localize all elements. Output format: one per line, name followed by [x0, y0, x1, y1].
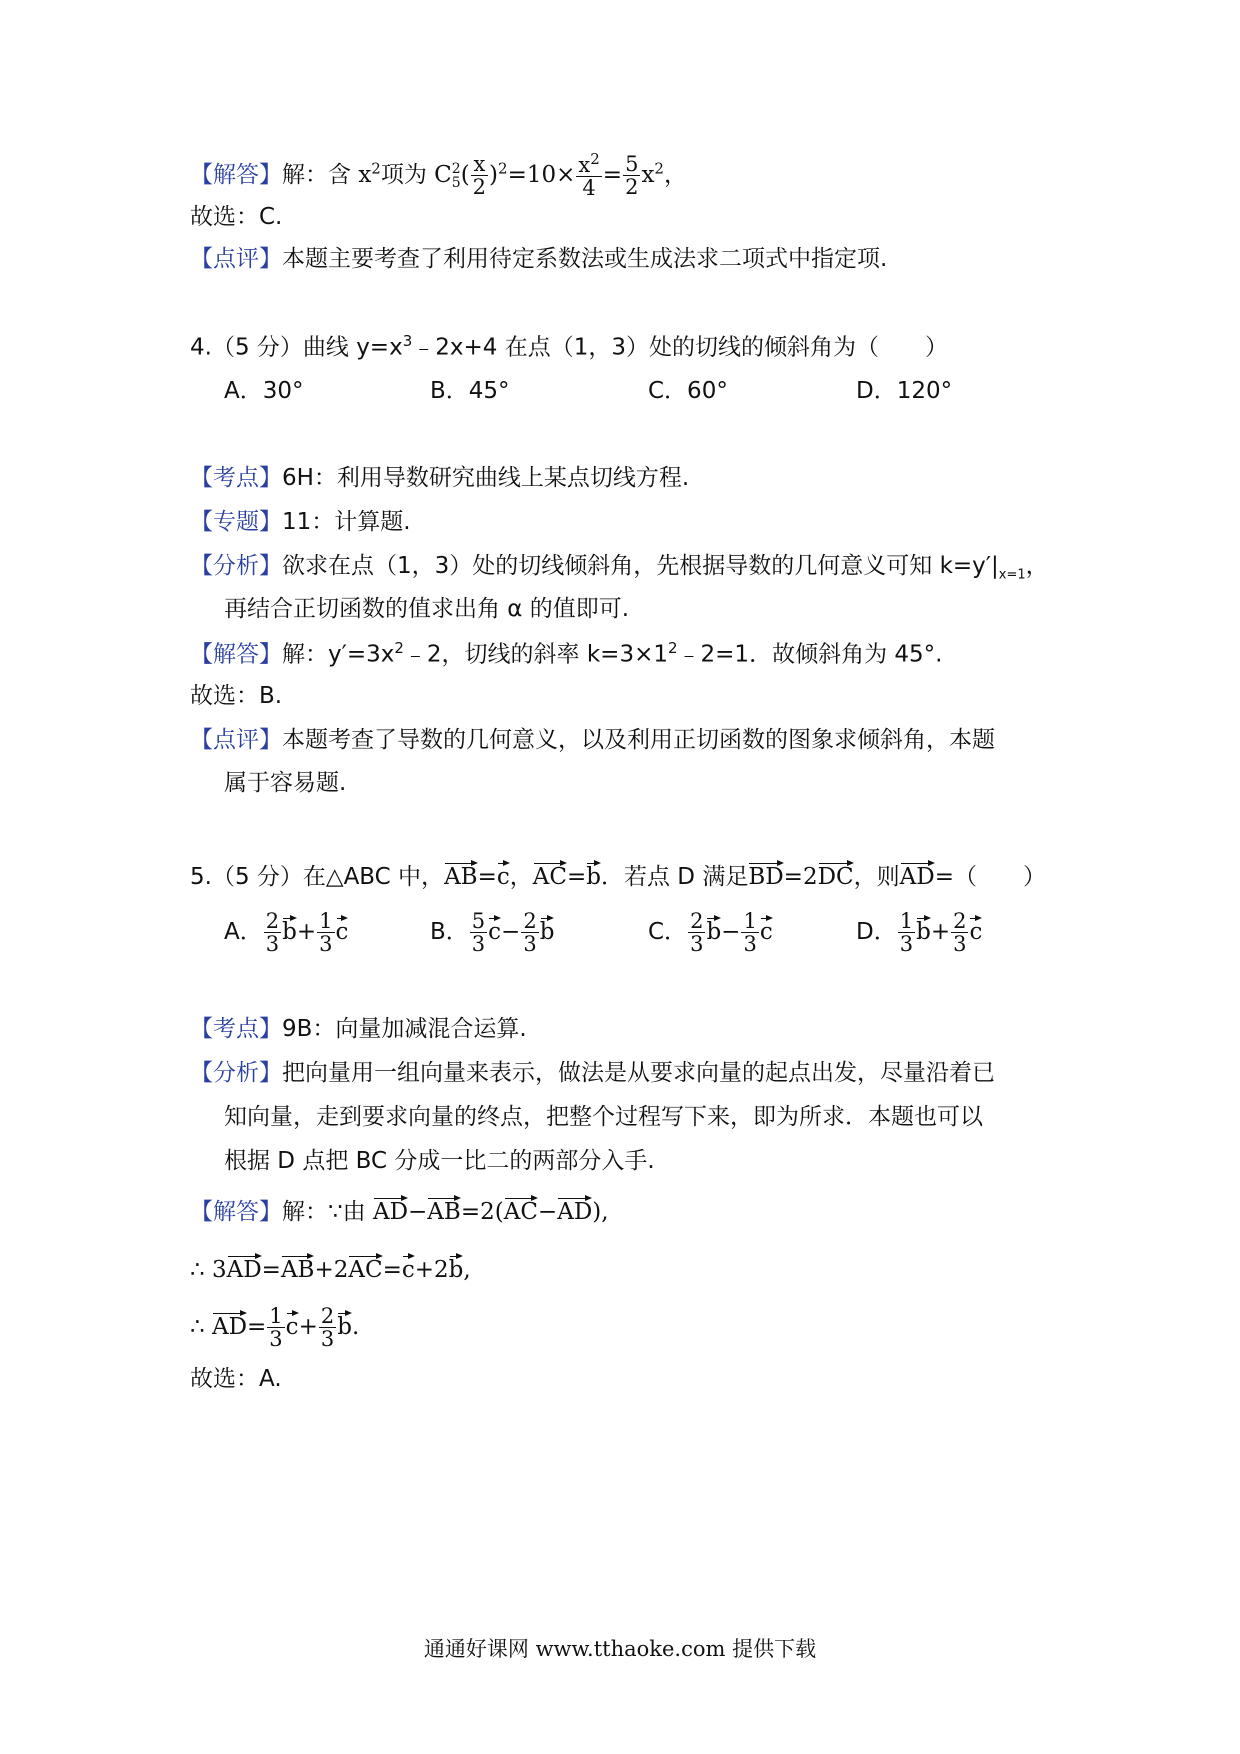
q4-option-b: B．45° — [430, 378, 510, 404]
q4-stem: 4.（5 分）曲线 $y=x^3﹣2x+4$ 在点（1，3）处的切线的倾斜角为（ ） — [190, 332, 948, 361]
q5-option-d: D． $\frac{1}{3}$ b+ $\frac{2}{3}$ c — [856, 909, 983, 957]
q4-choice: 故选：B. — [190, 683, 283, 709]
q4-kaodian: 【考点】6H：利用导数研究曲线上某点切线方程. — [190, 465, 690, 491]
q5-fenxi-cont1: 知向量，走到要求向量的终点，把整个过程写下来，即为所求．本题也可以 — [224, 1104, 983, 1130]
solution-tag: 【解答】 — [190, 162, 282, 189]
math-frac: $\frac{x^2}{4}$ — [578, 150, 600, 201]
q4-fenxi: 【分析】欲求在点（1，3）处的切线倾斜角，先根据导数的几何意义可知 $k=y'|_{x=1}$， — [190, 553, 1049, 583]
q4-jieda: 【解答】解：$y'=3x^2﹣2$，切线的斜率 $k=3\times 1^2﹣2=1$．故倾斜角为 45°. — [190, 639, 943, 668]
prev-solution-line: 【解答】解：含 $x^2$项为 C 2 5 ( $\frac{x}{2}$ )$^2$=10× $\frac{x^2}{4}$ = $\frac{5}{2}$ $x^2$， — [190, 150, 687, 201]
q5-fenxi: 【分析】把向量用一组向量来表示，做法是从要求向量的起点出发，尽量沿着已 — [190, 1060, 995, 1086]
q4-option-d: D．120° — [856, 378, 953, 404]
q5-step2: ∴ 3AD=AB+2AC=c+2b, — [190, 1253, 471, 1282]
q4-review-cont: 属于容易题. — [224, 770, 347, 796]
q5-option-a: A． $\frac{2}{3}$ b+ $\frac{1}{3}$ c — [224, 909, 349, 957]
math-x2: $x^2$ — [358, 159, 381, 189]
q4-option-a: A．30° — [224, 378, 304, 404]
q5-option-b: B． $\frac{5}{3}$ c− $\frac{2}{3}$ b — [430, 909, 555, 957]
q5-kaodian: 【考点】9B：向量加减混合运算. — [190, 1016, 527, 1042]
q5-step3: ∴ AD= $\frac{1}{3}$ c+ $\frac{2}{3}$ b. — [190, 1304, 360, 1352]
review-tag: 【点评】 — [190, 246, 282, 272]
q5-fenxi-cont2: 根据 D 点把 BC 分成一比二的两部分入手. — [224, 1148, 655, 1174]
prev-review: 【点评】本题主要考查了利用待定系数法或生成法求二项式中指定项. — [190, 246, 888, 272]
q4-review: 【点评】本题考查了导数的几何意义，以及利用正切函数的图象求倾斜角，本题 — [190, 727, 995, 753]
q4-zhuanti: 【专题】11：计算题. — [190, 509, 411, 535]
q5-jieda: 【解答】解：∵由 AD−AB=2(AC−AD), — [190, 1195, 609, 1224]
q4-fenxi-cont: 再结合正切函数的值求出角 α 的值即可. — [224, 596, 630, 622]
page-footer: 通通好课网 www.tthaoke.com 提供下载 — [423, 1637, 817, 1661]
q5-option-c: C． $\frac{2}{3}$ b− $\frac{1}{3}$ c — [648, 909, 773, 957]
math-binomial: C 2 5 ( — [434, 161, 470, 192]
prev-choice: 故选：C. — [190, 204, 283, 230]
q4-option-c: C．60° — [648, 378, 728, 404]
math-frac: $\frac{5}{2}$ — [625, 152, 639, 200]
math-frac: $\frac{x}{2}$ — [472, 152, 487, 200]
q5-stem: 5.（5 分）在△ABC 中，AB=c，AC=b．若点 D 满足BD=2DC，则AD=（ ） — [190, 860, 1046, 889]
q5-choice: 故选：A. — [190, 1366, 282, 1392]
